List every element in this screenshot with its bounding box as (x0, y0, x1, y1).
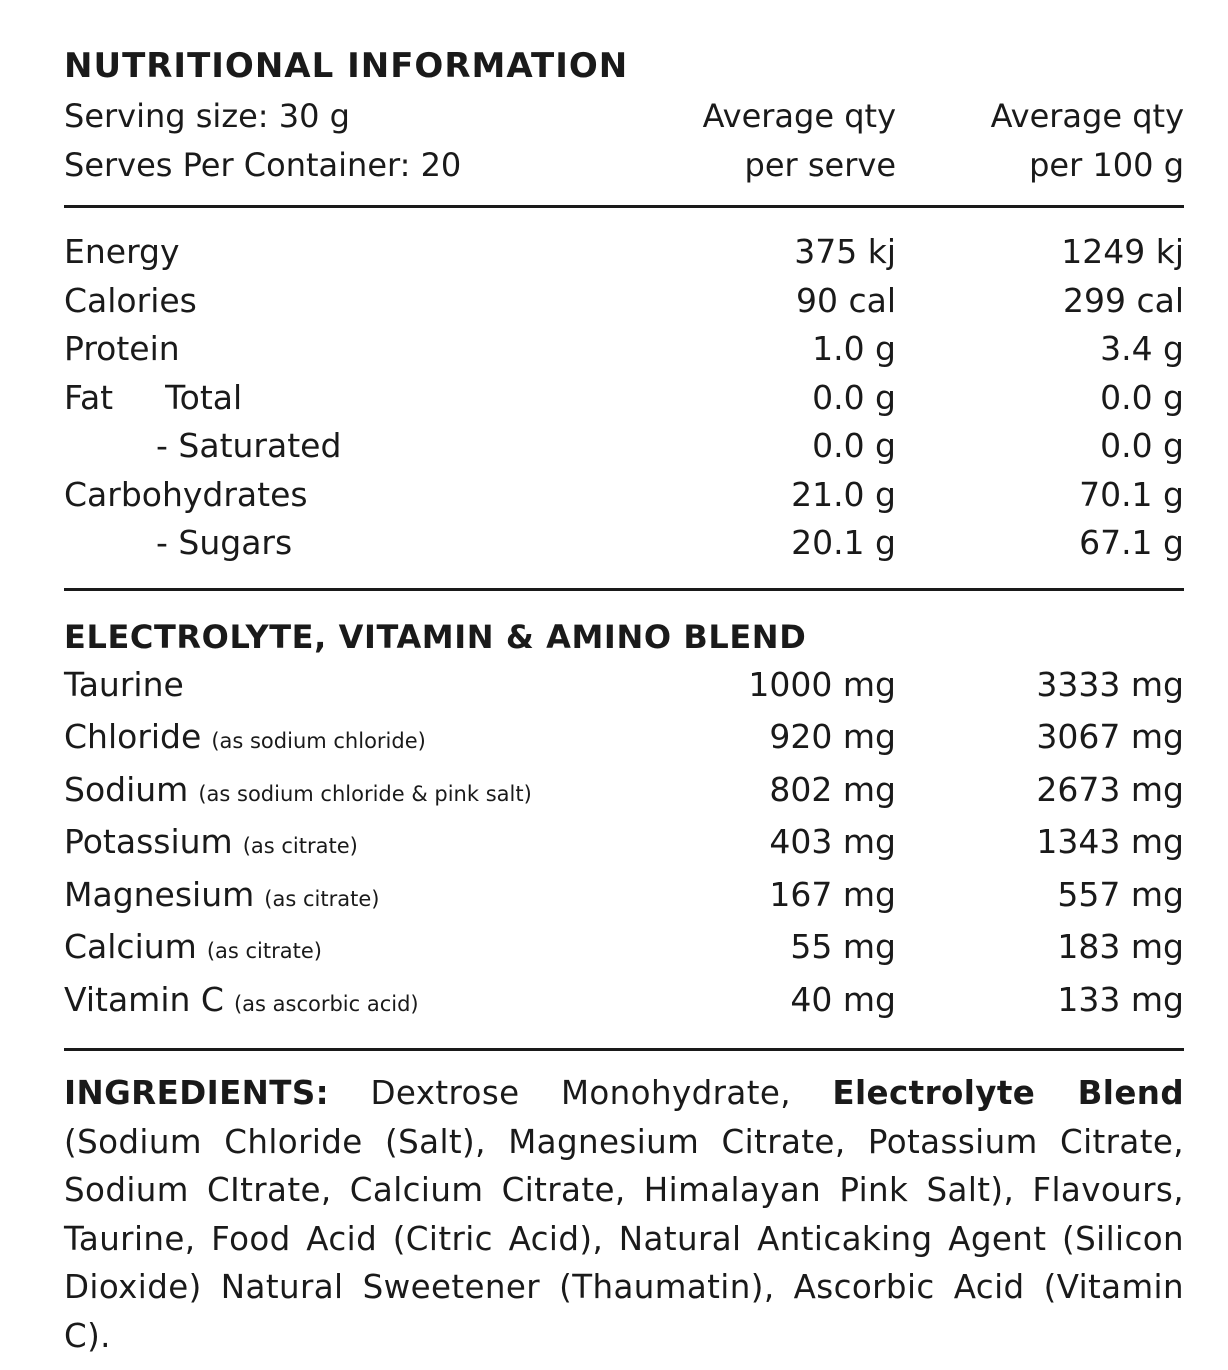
blend-label (64, 923, 616, 976)
blend-label (64, 976, 616, 1029)
panel-title: NUTRITIONAL INFORMATION (64, 46, 629, 86)
per-100g-value: 2673 mg (1036, 769, 1184, 809)
ingredients-part2: (Sodium Chloride (Salt), Magnesium Citrate, Potassium Citrate, Sodium CItrate, Calcium Citrate, Himalayan Pink Salt), Flavours, Taurine, Food Acid (Citric Acid), Natural Anticaking Agent (Silicon Dioxide) Natural Sweetener (Thaumatin), Ascorbic Acid (Vitamin C). (64, 1122, 1184, 1355)
blend-name: Chloride (64, 717, 202, 756)
blend-name: Vitamin C (64, 979, 224, 1019)
nutrient-label: - Sugars (156, 523, 293, 562)
blend-name: Magnesium (64, 874, 255, 914)
col2-heading-line2: per 100 g (1029, 145, 1184, 184)
col1-heading-line1: Average qty (702, 97, 896, 135)
blend-label (64, 818, 616, 871)
col1-heading-line2: per serve (744, 145, 896, 184)
per-serve-value: 802 mg (769, 769, 896, 809)
blend-label (64, 713, 616, 766)
per-100g-value: 1249 kj (1061, 232, 1184, 271)
blend-row-magnesium (64, 871, 1184, 924)
nutrient-row-energy (64, 228, 1184, 277)
per-serve-value: 90 cal (795, 280, 896, 320)
fat-total-label: Total (165, 377, 243, 417)
header-row-1 (64, 92, 1184, 141)
nutrient-row-carbohydrates (64, 471, 1184, 520)
per-serve-value: 403 mg (769, 822, 896, 861)
nutrient-label: Protein (64, 329, 180, 368)
blend-table (64, 661, 1184, 1029)
blend-row-sodium (64, 766, 1184, 819)
per-serve-value: 20.1 g (791, 523, 896, 562)
blend-title: ELECTROLYTE, VITAMIN & AMINO BLEND (64, 617, 807, 656)
nutrient-row-protein (64, 325, 1184, 374)
serves-per-container: Serves Per Container: 20 (64, 145, 462, 184)
nutrient-row-saturated (64, 422, 1184, 471)
ingredients-heading: INGREDIENTS: (64, 1074, 330, 1112)
blend-label (64, 766, 616, 819)
per-serve-value: 40 mg (790, 979, 896, 1019)
per-100g-value: 1343 mg (1036, 822, 1184, 861)
divider (64, 1048, 1184, 1051)
blend-row-taurine (64, 661, 1184, 714)
per-100g-value: 183 mg (1057, 927, 1184, 966)
per-serve-value: 1.0 g (812, 329, 896, 368)
blend-name: Potassium (64, 822, 233, 861)
per-100g-value: 0.0 g (1100, 426, 1184, 465)
ingredients-text (64, 1069, 1184, 1361)
nutrition-panel (64, 40, 1184, 1361)
per-serve-value: 0.0 g (812, 426, 896, 465)
blend-row-calcium (64, 923, 1184, 976)
blend-note: (as citrate) (242, 834, 358, 858)
blend-note: (as citrate) (206, 939, 322, 963)
per-100g-value: 3.4 g (1100, 329, 1184, 368)
blend-note: (as sodium chloride & pink salt) (198, 781, 532, 806)
nutrient-label: Energy (64, 232, 180, 271)
nutrients-table (64, 228, 1184, 568)
per-serve-value: 375 kj (794, 232, 896, 271)
blend-row-chloride (64, 713, 1184, 766)
nutrient-label: Carbohydrates (64, 474, 308, 514)
blend-label (64, 661, 616, 714)
blend-name: Taurine (64, 664, 184, 704)
nutrient-label (64, 374, 616, 423)
per-100g-value: 3333 mg (1036, 664, 1184, 704)
blend-row-vitamin-c (64, 976, 1184, 1029)
per-100g-value: 299 cal (1062, 280, 1184, 320)
divider (64, 588, 1184, 591)
blend-note: (as sodium chloride) (211, 729, 426, 753)
per-100g-value: 557 mg (1057, 874, 1184, 914)
nutrient-row-fat-total (64, 374, 1184, 423)
per-serve-value: 1000 mg (748, 664, 896, 704)
ingredients-bold-part: Electrolyte Blend (832, 1074, 1184, 1112)
blend-note: (as citrate) (264, 886, 380, 911)
per-serve-value: 0.0 g (812, 377, 896, 417)
nutrient-row-calories (64, 277, 1184, 326)
blend-row-potassium (64, 818, 1184, 871)
fat-label: Fat (64, 377, 114, 417)
nutrient-label: - Saturated (156, 426, 342, 465)
per-serve-value: 55 mg (790, 927, 896, 966)
blend-name: Sodium (64, 769, 189, 809)
per-100g-value: 67.1 g (1079, 523, 1184, 562)
per-serve-value: 167 mg (769, 874, 896, 914)
divider (64, 205, 1184, 208)
per-100g-value: 133 mg (1057, 979, 1184, 1019)
blend-label (64, 871, 616, 924)
ingredients-part1: Dextrose Monohydrate, (329, 1074, 833, 1112)
nutrient-row-sugars (64, 519, 1184, 568)
per-100g-value: 70.1 g (1079, 474, 1184, 514)
header-row-2 (64, 141, 1184, 190)
blend-note: (as ascorbic acid) (233, 991, 419, 1016)
nutrient-label: Calories (64, 280, 197, 320)
per-100g-value: 0.0 g (1100, 377, 1184, 417)
per-serve-value: 21.0 g (791, 474, 896, 514)
serving-size: Serving size: 30 g (64, 97, 350, 135)
col2-heading-line1: Average qty (990, 97, 1184, 135)
per-100g-value: 3067 mg (1036, 717, 1184, 756)
blend-name: Calcium (64, 927, 197, 966)
per-serve-value: 920 mg (769, 717, 896, 756)
